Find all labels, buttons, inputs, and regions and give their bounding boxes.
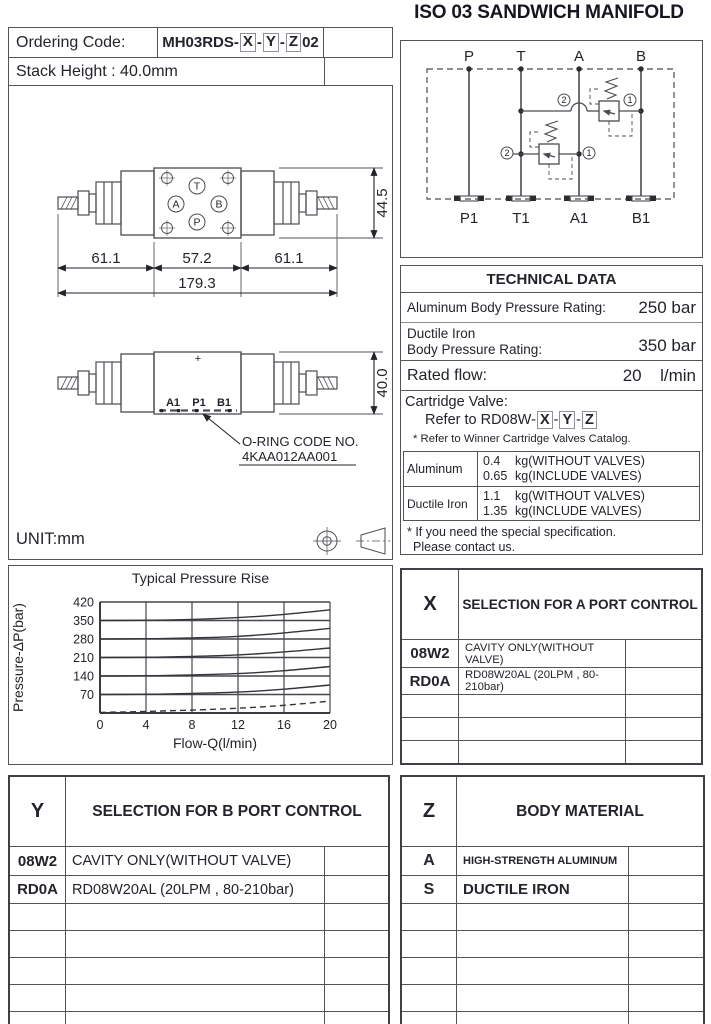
weight-values-cell (478, 452, 699, 486)
desc-cell (459, 718, 625, 740)
desc-cell (66, 904, 324, 930)
code-cell (10, 904, 66, 930)
cartridge-prefix: Refer to RD08W- (425, 412, 536, 428)
dimension-drawings-panel (8, 85, 393, 560)
extra-cell (324, 958, 388, 984)
code-cell (402, 695, 459, 717)
weight-text: kg(WITHOUT VALVES) (515, 489, 645, 504)
port-label-t: T (193, 180, 201, 193)
desc-cell (457, 1012, 628, 1024)
dim-total: 179.3 (178, 275, 216, 292)
table-row (404, 452, 699, 486)
ordering-code-table (8, 27, 393, 87)
desc-cell (66, 1012, 324, 1024)
ordering-code-row (8, 27, 393, 58)
code-cell (402, 985, 457, 1011)
x-table-title: SELECTION FOR A PORT CONTROL (462, 597, 698, 612)
pressure-rise-chart-panel (8, 565, 393, 765)
cartridge-z-box: Z (582, 411, 597, 429)
code-cell (10, 931, 66, 957)
code-x-box: X (240, 33, 256, 52)
code-cell (10, 958, 66, 984)
y-code-header: Y (10, 777, 66, 846)
code-cell (402, 1012, 457, 1024)
table-row (402, 903, 703, 930)
desc-cell (66, 931, 324, 957)
y-selection-table (8, 775, 390, 1024)
table-row (10, 1011, 388, 1024)
z-code-header: Z (402, 777, 457, 846)
manifold-boundary (427, 69, 674, 199)
special-spec-note (401, 521, 702, 555)
ductile-label-line2: Body Pressure Rating: (407, 341, 543, 357)
extra-cell (628, 931, 703, 957)
ductile-pressure-row (401, 323, 702, 361)
table-header (10, 777, 388, 847)
extra-cell (625, 640, 701, 667)
table-row (402, 640, 701, 667)
desc-cell (457, 958, 628, 984)
weight-values-cell (478, 487, 699, 520)
svg-text:Flow-Q(l/min): Flow-Q(l/min) (173, 735, 257, 751)
valve-b-port2-label: 2 (561, 95, 567, 105)
desc-cell (459, 695, 625, 717)
code-cell: 08W2 (10, 847, 66, 875)
table-row (402, 875, 703, 903)
extra-cell (628, 876, 703, 903)
cartridge-valve-block (401, 391, 702, 448)
desc-cell: CAVITY ONLY(WITHOUT VALVE) (72, 853, 292, 869)
rated-flow-row (401, 361, 702, 391)
desc-cell (457, 985, 628, 1011)
extra-cell (628, 958, 703, 984)
code-cell (402, 931, 457, 957)
table-header (402, 777, 703, 847)
dim-height: 44.5 (374, 188, 391, 218)
pressure-rise-chart (9, 582, 391, 764)
rated-flow-label: Rated flow: (407, 366, 488, 384)
extra-cell (628, 904, 703, 930)
svg-text:420: 420 (73, 595, 94, 610)
weight-table (403, 451, 700, 521)
extra-cell (324, 1012, 388, 1024)
note-line2: Please contact us. (413, 540, 516, 555)
circuit-port-b: B (635, 48, 647, 65)
aluminum-pressure-value: 250 bar (638, 297, 696, 317)
svg-text:16: 16 (277, 718, 291, 732)
table-row (402, 984, 703, 1011)
weight-text: kg(WITHOUT VALVES) (515, 454, 645, 469)
hydraulic-circuit-panel (400, 40, 703, 258)
projection-symbol-icon (311, 526, 391, 556)
port-label-b: B (215, 198, 223, 211)
x-code-header: X (402, 570, 459, 639)
circuit-port-a1: A1 (569, 210, 589, 227)
ordering-code-value (158, 28, 324, 57)
flow-unit: l/min (660, 365, 696, 385)
dim-left: 61.1 (91, 250, 121, 267)
code-cell: RD0A (402, 668, 459, 694)
cartridge-sep: - (576, 412, 581, 428)
x-selection-table (400, 568, 703, 765)
oring-code-label: O-RING CODE NO. (242, 434, 359, 449)
port-label-p1: P1 (192, 397, 206, 409)
valve-a-port2-label: 2 (504, 148, 510, 158)
desc-cell (457, 904, 628, 930)
flow-number: 20 (622, 365, 642, 385)
code-y-box: Y (263, 33, 279, 52)
table-row (402, 957, 703, 984)
table-row (402, 847, 703, 875)
extra-cell (625, 695, 701, 717)
svg-text:20: 20 (323, 718, 337, 732)
desc-cell: CAVITY ONLY(WITHOUT VALVE) (465, 641, 595, 666)
valve-a-port1-label: 1 (586, 148, 592, 158)
extra-cell (628, 985, 703, 1011)
port-label-b1: B1 (216, 397, 232, 409)
table-row (10, 930, 388, 957)
circuit-port-p: P (463, 48, 475, 65)
valve-top-view-drawing (9, 144, 394, 319)
note-line1: * If you need the special specification. (407, 525, 617, 540)
code-prefix: MH03RDS- (162, 34, 239, 51)
dim-right: 61.1 (274, 250, 304, 267)
desc-cell (457, 931, 628, 957)
code-cell: A (402, 847, 457, 875)
rated-flow-value (623, 366, 696, 386)
ordering-empty-cell (324, 28, 392, 57)
svg-text:140: 140 (73, 669, 94, 684)
z-body-material-table (400, 775, 705, 1024)
dim-center: 57.2 (182, 250, 212, 267)
table-row (404, 486, 699, 520)
table-row (402, 930, 703, 957)
table-row (10, 903, 388, 930)
page-title: ISO 03 SANDWICH MANIFOLD (414, 2, 684, 23)
cartridge-sep: - (553, 412, 559, 428)
material-cell: Ductile Iron (404, 487, 478, 520)
table-row (10, 875, 388, 903)
stack-height-row: Stack Height : 40.0mm (8, 58, 325, 87)
table-row (402, 667, 701, 694)
extra-cell (324, 876, 388, 903)
cartridge-x-box: X (537, 411, 553, 429)
code-sep: - (256, 34, 262, 51)
table-row (402, 717, 701, 740)
ductile-label-line1: Ductile Iron (407, 325, 476, 341)
ordering-code-label: Ordering Code: (9, 28, 158, 57)
relief-valve-a (513, 121, 579, 179)
code-cell (10, 1012, 66, 1024)
oring-code-number: 4KAA012AA001 (242, 449, 338, 464)
code-cell: RD0A (10, 876, 66, 903)
extra-cell (324, 904, 388, 930)
weight-text: kg(INCLUDE VALVES) (515, 469, 642, 484)
circuit-port-b1: B1 (631, 210, 651, 227)
circuit-port-p1: P1 (459, 210, 479, 227)
port-label-a1: A1 (165, 397, 181, 409)
technical-data-title: TECHNICAL DATA (401, 266, 702, 293)
material-cell: Aluminum (404, 452, 478, 486)
extra-cell (628, 847, 703, 875)
dim-height-side: 40.0 (374, 368, 391, 398)
extra-cell (324, 931, 388, 957)
desc-cell (459, 741, 625, 763)
center-mark: + (194, 353, 202, 365)
valve-b-port1-label: 1 (627, 95, 633, 105)
code-cell: 08W2 (402, 640, 459, 667)
code-cell (402, 958, 457, 984)
svg-text:210: 210 (73, 651, 94, 665)
table-row (10, 957, 388, 984)
weight-value: 1.35 (483, 504, 508, 519)
y-table-title: SELECTION FOR B PORT CONTROL (92, 802, 362, 820)
code-cell (402, 904, 457, 930)
table-row (10, 984, 388, 1011)
desc-cell: RD08W20AL (20LPM , 80-210bar) (465, 669, 599, 693)
code-cell (10, 985, 66, 1011)
table-row (10, 847, 388, 875)
desc-cell: DUCTILE IRON (463, 881, 570, 898)
weight-value: 0.4 (483, 454, 501, 469)
code-cell: S (402, 876, 457, 903)
desc-cell (66, 985, 324, 1011)
cartridge-reference (405, 411, 698, 429)
table-header (402, 570, 701, 640)
table-row (402, 740, 701, 763)
svg-text:8: 8 (188, 718, 196, 732)
extra-cell (625, 741, 701, 763)
cartridge-note: * Refer to Winner Cartridge Valves Catalog. (413, 433, 631, 446)
code-sep: - (279, 34, 285, 51)
table-row (402, 694, 701, 717)
desc-cell: RD08W20AL (20LPM , 80-210bar) (72, 881, 294, 898)
weight-value: 0.65 (483, 469, 508, 484)
circuit-port-a: A (573, 48, 585, 65)
unit-label: UNIT:mm (16, 530, 85, 548)
svg-text:12: 12 (231, 718, 245, 732)
code-z-box: Z (286, 33, 301, 52)
extra-cell (625, 718, 701, 740)
svg-text:70: 70 (80, 688, 94, 702)
table-row (402, 1011, 703, 1024)
ductile-pressure-label (407, 326, 542, 358)
svg-text:Pressure-ΔP(bar): Pressure-ΔP(bar) (10, 603, 26, 712)
port-label-a: A (172, 198, 180, 211)
oring-groove-marks (159, 409, 237, 412)
desc-cell: HIGH-STRENGTH ALUMINUM (463, 855, 618, 867)
code-cell (402, 718, 459, 740)
weight-value: 1.1 (483, 489, 501, 504)
weight-text: kg(INCLUDE VALVES) (515, 504, 642, 519)
svg-text:350: 350 (73, 614, 94, 628)
code-suffix: 02 (302, 34, 319, 51)
cartridge-title: Cartridge Valve: (405, 394, 508, 410)
aluminum-pressure-label: Aluminum Body Pressure Rating: (407, 300, 606, 315)
circuit-port-t1: T1 (512, 210, 530, 227)
relief-valve-b (521, 78, 641, 136)
ductile-pressure-value: 350 bar (638, 336, 696, 355)
circuit-port-t: T (516, 48, 526, 65)
svg-text:280: 280 (73, 632, 94, 647)
port-label-p: P (193, 216, 201, 229)
hydraulic-circuit-diagram (401, 41, 701, 256)
chart-title: Typical Pressure Rise (131, 571, 270, 587)
valve-side-view-drawing (9, 326, 394, 516)
bottom-port-symbols (454, 196, 656, 202)
cartridge-y-box: Y (559, 411, 575, 429)
technical-data-panel (400, 265, 703, 555)
svg-text:4: 4 (142, 718, 150, 732)
aluminum-pressure-row (401, 293, 702, 323)
desc-cell (66, 958, 324, 984)
extra-cell (625, 668, 701, 694)
svg-text:0: 0 (96, 718, 104, 732)
z-table-title: BODY MATERIAL (516, 802, 644, 820)
extra-cell (324, 985, 388, 1011)
extra-cell (324, 847, 388, 875)
extra-cell (628, 1012, 703, 1024)
code-cell (402, 741, 459, 763)
